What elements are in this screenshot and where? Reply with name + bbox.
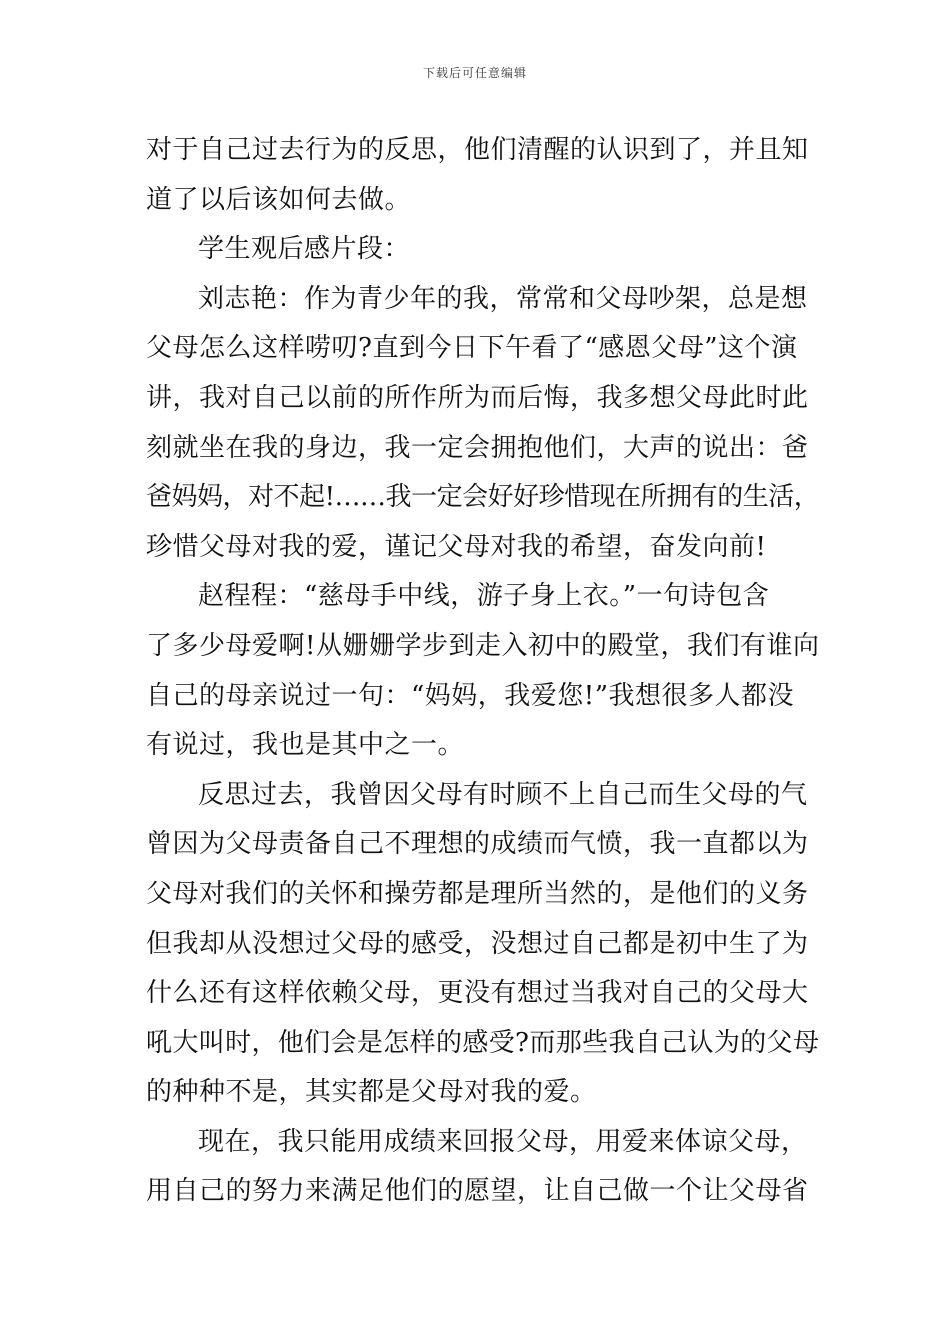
text-line: 刘志艳：作为青少年的我，常常和父母吵架，总是想	[198, 283, 808, 314]
text-line: 自己的母亲说过一句：“妈妈，我爱您!”我想很多人都没	[146, 680, 795, 711]
text-line: 赵程程：“慈母手中线，游子身上衣。”一句诗包含	[198, 581, 770, 612]
text-line: 父母怎么这样唠叨?直到今日下午看了“感恩父母”这个演	[146, 333, 798, 364]
text-line: 有说过，我也是其中之一。	[146, 730, 465, 761]
text-line: 了多少母爱啊!从姗姗学步到走入初中的殿堂，我们有谁向	[146, 630, 820, 661]
text-line: 道了以后该如何去做。	[146, 184, 412, 215]
text-line: 对于自己过去行为的反思，他们清醒的认识到了，并且知	[146, 135, 809, 165]
text-line: 吼大叫时，他们会是怎样的感受?而那些我自己认为的父母	[146, 1027, 820, 1058]
text-line: 学生观后感片段：	[198, 234, 411, 265]
text-line: 的种种不是，其实都是父母对我的爱。	[146, 1077, 597, 1108]
text-line: 讲，我对自己以前的所作所为而后悔，我多想父母此时此	[146, 382, 809, 413]
text-line: 曾因为父母责备自己不理想的成绩而气愤，我一直都以为	[146, 829, 809, 860]
text-line: 反思过去，我曾因父母有时顾不上自己而生父母的气	[198, 779, 808, 810]
text-line: 现在，我只能用成绩来回报父母，用爱来体谅父母，	[198, 1126, 808, 1157]
text-line: 刻就坐在我的身边，我一定会拥抱他们，大声的说出：爸	[146, 432, 809, 463]
body-text	[146, 126, 822, 1217]
text-line: 什么还有这样依赖父母，更没有想过当我对自己的父母大	[146, 978, 809, 1009]
page-header: 下载后可任意编辑	[422, 66, 527, 80]
text-line: 珍惜父母对我的爱，谨记父母对我的希望，奋发向前!	[146, 531, 767, 562]
text-line: 爸妈妈，对不起!……我一定会好好珍惜现在所拥有的生活，	[146, 482, 820, 513]
text-line: 父母对我们的关怀和操劳都是理所当然的，是他们的义务	[146, 878, 809, 909]
text-line: 但我却从没想过父母的感受，没想过自己都是初中生了为	[146, 928, 809, 959]
text-line: 用自己的努力来满足他们的愿望，让自己做一个让父母省	[146, 1176, 809, 1207]
